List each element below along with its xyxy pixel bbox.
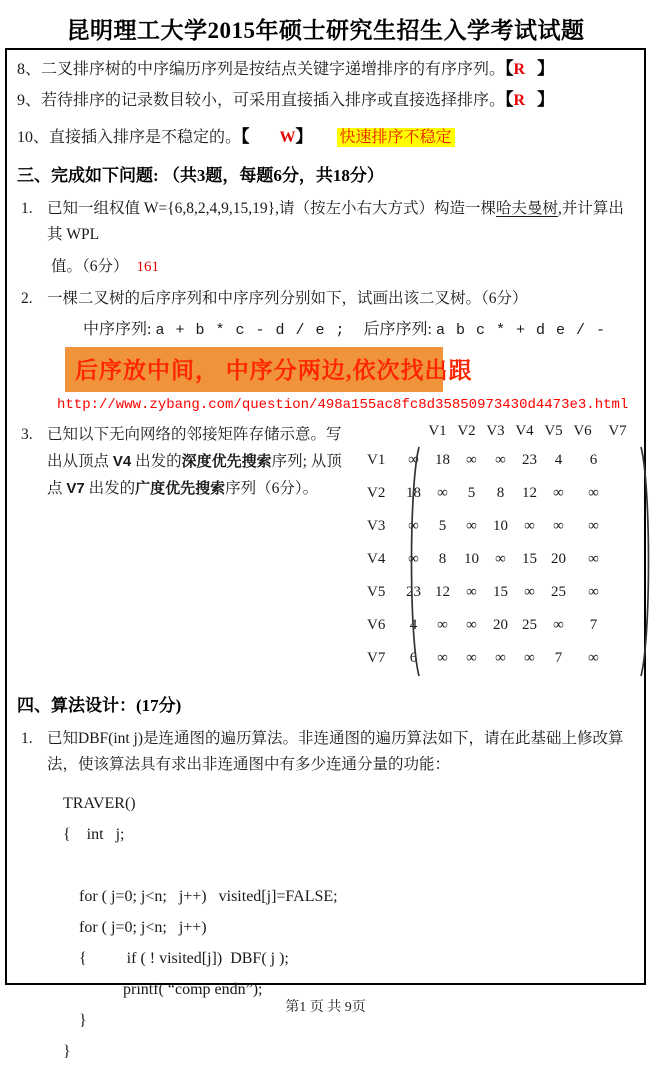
tf-9-bracket-open: 【 bbox=[505, 90, 514, 109]
matrix-cell: 23 bbox=[406, 584, 421, 600]
tf-item-8 bbox=[17, 58, 636, 81]
matrix-row-label: V2 bbox=[367, 485, 386, 501]
question-3-2-text: 一棵二叉树的后序序列和中序序列分别如下，试画出该二叉树。（6分） bbox=[47, 290, 528, 307]
orange-highlight-note: 后序放中间， 中序分两边,依次找出跟 bbox=[65, 347, 443, 392]
matrix-cell: 7 bbox=[589, 617, 598, 633]
question-3-1-line2 bbox=[51, 254, 636, 276]
matrix-cell: ∞ bbox=[588, 584, 599, 600]
question-3-1 bbox=[17, 196, 636, 248]
matrix-cell: 23 bbox=[522, 452, 537, 468]
matrix-cell: 10 bbox=[464, 551, 479, 567]
matrix-col-header: V2 bbox=[457, 423, 476, 439]
tf-10-bracket-open: 【 bbox=[241, 127, 250, 146]
matrix-col-header: V3 bbox=[486, 423, 505, 439]
matrix-cell: 4 bbox=[554, 452, 563, 468]
matrix-rows bbox=[359, 444, 636, 675]
matrix-cell: 5 bbox=[438, 518, 447, 534]
tf-9-text: 若待排序的记录数目较小，可采用直接插入排序或直接选择排序。 bbox=[41, 92, 506, 109]
matrix-row-label: V5 bbox=[367, 584, 386, 600]
code-line: { if ( ! visited[j]) DBF( j ); bbox=[63, 950, 289, 967]
matrix-cell: 5 bbox=[467, 485, 476, 501]
question-3-2 bbox=[17, 286, 636, 312]
tf-9-number: 9、 bbox=[17, 92, 42, 109]
inorder-sequence: a + b * c - d / e ; bbox=[155, 322, 346, 339]
tf-8-text: 二叉排序树的中序编历序列是按结点关键字递增排序的有序序列。 bbox=[41, 61, 506, 78]
matrix-cell: 18 bbox=[406, 485, 421, 501]
q3-text-p5: 序列（6分）。 bbox=[225, 480, 319, 497]
matrix-row bbox=[359, 510, 636, 543]
question-4-1 bbox=[17, 726, 636, 778]
matrix-cell: 10 bbox=[493, 518, 508, 534]
code-line: for ( j=0; j<n; j++) bbox=[63, 919, 207, 936]
matrix-row bbox=[359, 576, 636, 609]
q3-text-p3: 序列; 从顶点 bbox=[47, 453, 342, 497]
reference-url-link[interactable]: http://www.zybang.com/question/498a155ac8fc8d35850973430d4473e3.html bbox=[57, 397, 629, 413]
q3-text-p4: 出发的 bbox=[84, 480, 136, 497]
matrix-cell: ∞ bbox=[408, 518, 419, 534]
tf-8-bracket-close: 】 bbox=[537, 59, 555, 78]
q1-answer-annotation: 161 bbox=[136, 259, 160, 275]
code-line: } bbox=[63, 1043, 71, 1060]
q3-bfs-term: 广度优先搜索 bbox=[135, 480, 226, 497]
tf-8-number: 8、 bbox=[17, 61, 42, 78]
q1-text-part1: 已知一组权值 W={6,8,2,4,9,15,19},请（按左小右大方式）构造一棵 bbox=[47, 200, 497, 217]
matrix-row-label: V4 bbox=[367, 551, 386, 567]
matrix-cell: 8 bbox=[496, 485, 505, 501]
matrix-cell: 20 bbox=[551, 551, 566, 567]
code-line: printf( “comp endn”); bbox=[63, 981, 263, 998]
tf-10-number: 10、 bbox=[17, 129, 50, 146]
matrix-cell: 25 bbox=[522, 617, 537, 633]
matrix-cell: ∞ bbox=[553, 617, 564, 633]
matrix-cell: ∞ bbox=[437, 617, 448, 633]
matrix-cell: ∞ bbox=[408, 452, 419, 468]
q3-vertex-v4: V4 bbox=[112, 453, 132, 470]
code-block bbox=[63, 788, 636, 1067]
yellow-highlight-note: 快速排序不稳定 bbox=[337, 128, 455, 147]
matrix-cell: 6 bbox=[589, 452, 598, 468]
q3-vertex-v7: V7 bbox=[66, 480, 85, 497]
section3-heading-text: 三、完成如下问题: bbox=[17, 166, 159, 185]
q3-text-p1: 已知以下无向网络的邻接矩阵存储示意。写出从顶点 bbox=[47, 426, 342, 470]
matrix-row bbox=[359, 642, 636, 675]
question-3-2-number: 2. bbox=[21, 290, 33, 307]
tf-10-text: 直接插入排序是不稳定的。 bbox=[49, 129, 242, 146]
matrix-header-row bbox=[423, 423, 636, 440]
matrix-cell: ∞ bbox=[524, 584, 535, 600]
matrix-cell: ∞ bbox=[588, 650, 599, 666]
matrix-cell: 25 bbox=[551, 584, 566, 600]
section3-heading bbox=[17, 161, 636, 186]
tf-item-10 bbox=[17, 126, 636, 149]
matrix-cell: ∞ bbox=[495, 650, 506, 666]
matrix-cell: ∞ bbox=[437, 650, 448, 666]
matrix-cell: 15 bbox=[493, 584, 508, 600]
matrix-cell: ∞ bbox=[466, 617, 477, 633]
matrix-cell: 7 bbox=[554, 650, 563, 666]
question-3-1-number: 1. bbox=[21, 200, 33, 217]
matrix-cell: ∞ bbox=[524, 518, 535, 534]
q3-text-p2: 出发的 bbox=[131, 453, 182, 470]
matrix-cell: ∞ bbox=[466, 650, 477, 666]
sequence-line bbox=[83, 316, 636, 339]
q1-line2-text: 值。（6分） bbox=[51, 258, 129, 275]
question-3-1-text bbox=[47, 196, 636, 248]
code-line: TRAVER() bbox=[63, 795, 136, 812]
matrix-right-paren-icon bbox=[639, 444, 655, 679]
matrix-cell: 12 bbox=[522, 485, 537, 501]
matrix-cell: ∞ bbox=[466, 518, 477, 534]
matrix-row-label: V3 bbox=[367, 518, 386, 534]
matrix-cell: ∞ bbox=[524, 650, 535, 666]
postorder-label: 后序序列: bbox=[363, 321, 436, 338]
matrix-row-label: V7 bbox=[367, 650, 386, 666]
section3-heading-detail: （共3题，每题6分，共18分） bbox=[158, 166, 384, 185]
matrix-cell: ∞ bbox=[437, 485, 448, 501]
question-3-3-text bbox=[47, 421, 353, 675]
section4-heading: 四、算法设计：(17分) bbox=[17, 696, 182, 715]
matrix-cell: 15 bbox=[522, 551, 537, 567]
matrix-cell: ∞ bbox=[553, 518, 564, 534]
question-3-3-textblock bbox=[17, 421, 353, 675]
tf-8-bracket-open: 【 bbox=[505, 59, 514, 78]
matrix-col-header: V5 bbox=[544, 423, 563, 439]
question-4-1-text: 已知DBF(int j)是连通图的遍历算法。非连通图的遍历算法如下，请在此基础上修改算法，使该算法具有求出非连通图中有多少连通分量的功能： bbox=[47, 730, 624, 773]
matrix-row-label: V1 bbox=[367, 452, 386, 468]
tf-9-bracket-close: 】 bbox=[537, 90, 555, 109]
matrix-cell: ∞ bbox=[466, 584, 477, 600]
matrix-cell: ∞ bbox=[495, 452, 506, 468]
matrix-cell: ∞ bbox=[553, 485, 564, 501]
adjacency-matrix bbox=[353, 421, 636, 675]
page-footer: 第1 页 共 9页 bbox=[285, 1000, 366, 1015]
matrix-row bbox=[359, 444, 636, 477]
code-line: } bbox=[63, 1012, 87, 1029]
matrix-cell: 4 bbox=[409, 617, 418, 633]
matrix-row-label: V6 bbox=[367, 617, 386, 633]
matrix-cell: ∞ bbox=[408, 551, 419, 567]
matrix-cell: ∞ bbox=[495, 551, 506, 567]
code-line: { int j; bbox=[63, 826, 125, 843]
matrix-left-paren-icon bbox=[405, 444, 421, 679]
matrix-cell: ∞ bbox=[588, 518, 599, 534]
matrix-cell: ∞ bbox=[588, 551, 599, 567]
tf-item-9 bbox=[17, 89, 636, 112]
matrix-cell: ∞ bbox=[588, 485, 599, 501]
code-line: for ( j=0; j<n; j++) visited[j]=FALSE; bbox=[63, 888, 338, 905]
matrix-row bbox=[359, 609, 636, 642]
q1-underlined-term: 哈夫曼树 bbox=[496, 200, 559, 217]
tf-10-bracket-close: 】 bbox=[295, 127, 313, 146]
question-3-3 bbox=[17, 421, 636, 675]
matrix-cell: 12 bbox=[435, 584, 450, 600]
tf-9-answer: R bbox=[513, 92, 526, 109]
matrix-cell: ∞ bbox=[466, 452, 477, 468]
code-line bbox=[63, 850, 636, 881]
postorder-sequence: a b c * + d e / - bbox=[435, 322, 606, 339]
matrix-col-header: V6 bbox=[573, 423, 592, 439]
matrix-cell: 20 bbox=[493, 617, 508, 633]
tf-8-answer: R bbox=[513, 61, 526, 78]
matrix-col-header: V7 bbox=[608, 423, 627, 439]
matrix-col-header: V1 bbox=[428, 423, 447, 439]
question-4-1-number: 1. bbox=[21, 730, 33, 747]
matrix-row bbox=[359, 477, 636, 510]
tf-10-answer: W bbox=[279, 129, 296, 146]
question-3-3-number: 3. bbox=[21, 426, 33, 443]
matrix-cell: 18 bbox=[435, 452, 450, 468]
page-title: 昆明理工大学2015年硕士研究生招生入学考试试题 bbox=[66, 18, 585, 43]
matrix-row bbox=[359, 543, 636, 576]
inorder-label: 中序序列: bbox=[83, 321, 156, 338]
q1-text-part2: ,并计算出其 WPL bbox=[47, 200, 624, 243]
matrix-col-header: V4 bbox=[515, 423, 534, 439]
matrix-cell: 6 bbox=[409, 650, 418, 666]
q3-dfs-term: 深度优先搜索 bbox=[181, 453, 272, 470]
matrix-cell: 8 bbox=[438, 551, 447, 567]
